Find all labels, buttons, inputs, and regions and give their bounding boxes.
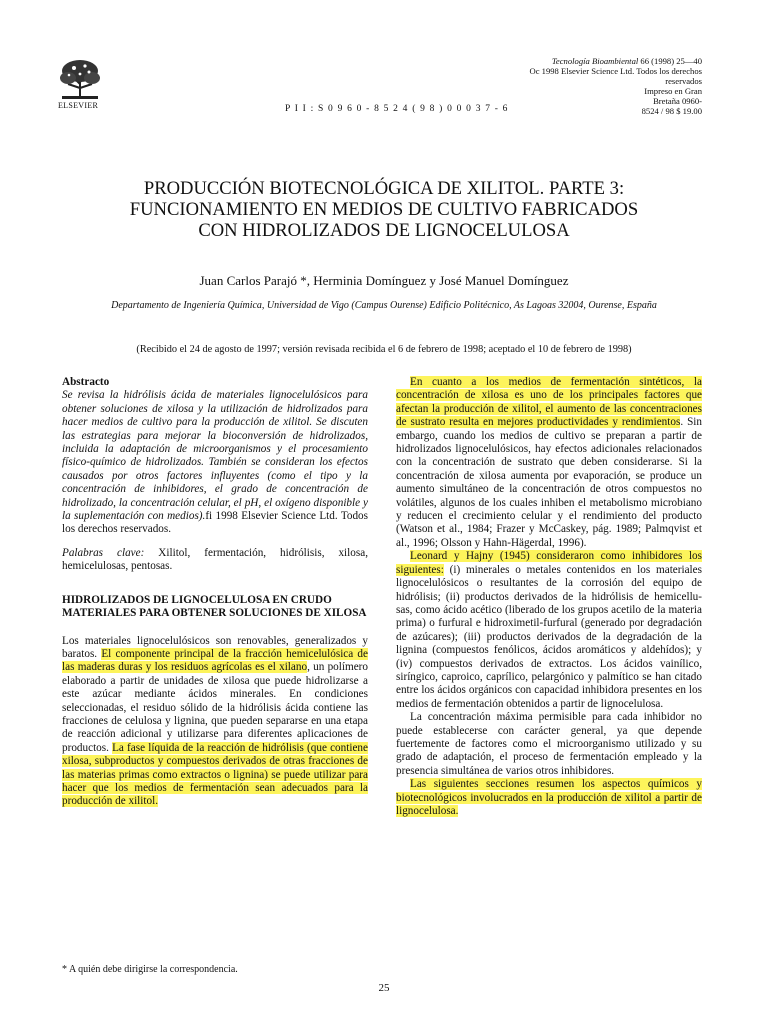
- page-number: 25: [378, 982, 390, 994]
- highlighted-text: El componente principal de la fracción hemicelulósica de las maderas duras y los residuos agrícolas es el xilano: [62, 647, 368, 674]
- journal-line: reservados: [665, 76, 702, 86]
- text-run: , un polímero elaborado a partir de unidades de xilosa que puede hidrolizarse a este azúcar mediante ácidos minerales. En condiciones seleccionadas, el residuo sólido de la hidrólisis ácida contiene las fracciones de celulosa y lignina, que pueden separarse en una etapa de reacción adicional y utilizarse para diferentes aplicaciones de productos.: [62, 661, 368, 754]
- journal-ref: 66 (1998) 25—40: [638, 56, 702, 66]
- abstract-body: Se revisa la hidrólisis ácida de materiales lignocelulósicos para obtener soluciones de xilosa y la utilización de hidrolizados para hacer medios de cultivo para la producción de xilitol. Se discuten las estrategias para mejorar la bioconversión de hidrolizados, incluida la adaptación de microorganismos y el procesamiento físico-químico de hidrolizados. También se consideran los efectos causados por otros factores influyentes (como el tipo y la concentración de inhibidores, el grado de concentración de hidrolizado, la concentración celular, el pH, el oxígeno disponible y la suplementación con medios).: [62, 389, 368, 523]
- body-paragraph: [396, 376, 702, 550]
- affiliation: Departamento de Ingeniería Química, Universidad de Vigo (Campus Ourense) Edificio Politécnico, As Lagoas 32004, Ourense, España: [111, 300, 657, 311]
- highlighted-text: En cuanto a los medios de fermentación sintéticos, la concentración de xilosa es uno de los principales factores que afectan la producción de xilitol, el aumento de las concentraciones de sustrato resulta en mejores productividades y rendimientos: [396, 376, 702, 429]
- journal-line: Oc 1998 Elsevier Science Ltd. Todos los derechos: [529, 66, 702, 76]
- publisher-logo: [58, 58, 102, 110]
- highlighted-text: Leonard y Hajny (1945) consideraron como inhibidores los siguientes:: [396, 550, 702, 576]
- elsevier-tree-icon: [58, 58, 102, 100]
- body-paragraph: [62, 635, 368, 809]
- highlighted-text: Las siguientes secciones resumen los aspectos químicos y biotecnológicos involucrados en la producción de xilitol a partir de lignocelulosa.: [396, 778, 702, 817]
- publisher-name: ELSEVIER: [58, 101, 99, 110]
- abstract-heading: Abstracto: [62, 376, 110, 388]
- journal-info: [520, 56, 702, 116]
- body-paragraph: [396, 778, 702, 818]
- keywords-label: Palabras clave:: [62, 546, 145, 559]
- abstract-text: [62, 389, 368, 536]
- body-paragraph: [396, 550, 702, 711]
- journal-line: Impreso en Gran: [644, 86, 702, 96]
- title-line: FUNCIONAMIENTO EN MEDIOS DE CULTIVO FABRICADOS: [129, 199, 639, 220]
- keywords: [62, 547, 368, 574]
- keywords-text: Xilitol, fermentación, hidrólisis, xilosa, hemicelulosas, pentosas.: [62, 546, 368, 573]
- footnote: * A quién debe dirigirse la correspondencia.: [62, 964, 238, 975]
- journal-name: Tecnología Bioambiental: [551, 56, 639, 66]
- journal-line: 8524 / 98 $ 19.00: [641, 106, 702, 116]
- text-run: Los materiales lignocelulósicos son renovables, generalizados y baratos.: [62, 634, 368, 660]
- left-column: [62, 376, 368, 809]
- abstract-copyright: fi 1998 Elsevier Science Ltd. Todos los derechos reservados.: [62, 510, 369, 536]
- right-column: [396, 376, 702, 818]
- pii-code: P I I : S 0 9 6 0 - 8 5 2 4 ( 9 8 ) 0 0 0 3 7 - 6: [285, 104, 509, 114]
- article-title: [70, 178, 698, 241]
- journal-line: Bretaña 0960-: [653, 96, 702, 106]
- authors: Juan Carlos Parajó *, Herminia Domínguez y José Manuel Domínguez: [199, 273, 569, 288]
- highlighted-text: La fase líquida de la reacción de hidrólisis (que contiene xilosa, subproductos y compuestos derivados de otras fracciones de las materias primas como extractos o lignina) se puede utilizar para hacer que los medios de fermentación sean adecuados para la producción de xilitol.: [62, 741, 368, 808]
- received-dates: (Recibido el 24 de agosto de 1997; versión revisada recibida el 6 de febrero de 1998; aceptado el 10 de febrero de 1998): [136, 344, 632, 355]
- section-heading: HIDROLIZADOS DE LIGNOCELULOSA EN CRUDO MATERIALES PARA OBTENER SOLUCIONES DE XILOSA: [62, 593, 367, 620]
- title-line: PRODUCCIÓN BIOTECNOLÓGICA DE XILITOL. PARTE 3:: [143, 178, 625, 199]
- text-run: . Sin embargo, cuando los medios de cultivo se preparan a partir de hidrolizados lignocelulósicos, hay efectos adicionales relacionados con la concentración de sustrato que deben considerarse. Si la concentración de xilosa aumenta por evaporación, se produce un aumento simultáneo de la concentración de otros compuestos no volátiles, algunos de los cuales inhiben el metabolismo microbiano y reducen el crecimiento celular y el rendimiento del producto (Watson et al., 1984; Frazer y McCaskey, pág. 1989; Palmqvist et al., 1996; Olsson y Hahn-Hägerdal, 1996).: [396, 416, 702, 549]
- body-paragraph: La concentración máxima permisible para cada inhibidor no puede establecerse con carácter general, ya que depende fuertemente de factores como el microorganismo utilizado y su grado de adaptación, el proceso de fermentación empleado y la presencia simultánea de varios otros inhibidores.: [396, 711, 702, 777]
- title-line: CON HIDROLIZADOS DE LIGNOCELULOSA: [198, 220, 570, 241]
- text-run: (i) minerales o metales contenidos en los materiales lignocelulósicos o resultantes de la corrosión del equipo de hidrólisis; (ii) productos derivados de la hidrólisis de hemicellu- sas, como ácido acético (liberado de los grupos acetilo de la materia prima) o furfural e hidroximetil-furfural (generado por degradación de azúcares); (iii) productos derivados de la degradación de la lignina (compuestos fenólicos, ácidos aromáticos y aldehídos); y (iv) compuestos derivados de extractos. Los ácidos vainílico, siríngico, caproico, caprílico, pelargónico y palmítico se han citado entre los ácidos orgánicos con capacidad inhibidora presentes en los medios de fermentación obtenidos a partir de lignocelulosa.: [396, 563, 702, 710]
